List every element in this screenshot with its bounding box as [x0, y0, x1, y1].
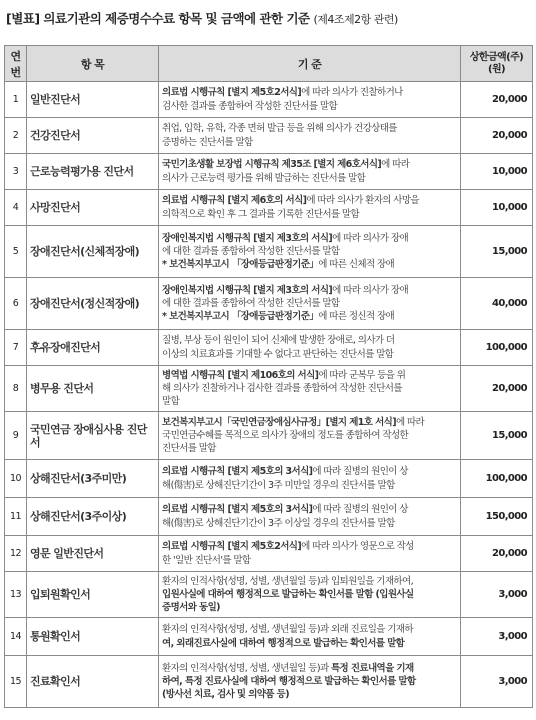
- row-amount: 15,000: [461, 412, 533, 460]
- standard-text: 에 따라: [381, 159, 410, 171]
- standard-line: [162, 601, 457, 614]
- standard-line: [162, 158, 457, 171]
- standard-line: [162, 503, 457, 516]
- table-row: [5, 656, 533, 708]
- row-standard: [159, 572, 461, 618]
- row-amount: 20,000: [461, 536, 533, 572]
- standard-line: [162, 348, 457, 361]
- row-number: 7: [5, 330, 27, 366]
- standard-text: 해 의사가 진찰하거나 검사한 결과를 종합하여 작성한 진단서를: [162, 382, 402, 394]
- title-sub: (제4조제2항 관련): [313, 13, 398, 26]
- standard-line: [162, 688, 457, 701]
- row-amount: 10,000: [461, 154, 533, 190]
- standard-text: 해(傷害)로 상해진단기간이 3주 미만일 경우의 진단서를 말함: [162, 479, 395, 491]
- row-standard: [159, 536, 461, 572]
- header-amount-unit: (원): [487, 63, 505, 75]
- row-item: 일반진단서: [27, 82, 159, 118]
- standard-line: [162, 416, 457, 429]
- standard-text: 의료법 시행규칙 [별지 제6호의 서식]: [162, 195, 307, 207]
- standard-line: [162, 623, 457, 636]
- header-amount: [461, 46, 533, 82]
- row-amount: 20,000: [461, 118, 533, 154]
- row-amount: 100,000: [461, 460, 533, 498]
- row-number: 11: [5, 498, 27, 536]
- row-standard: [159, 460, 461, 498]
- standard-text: 하여, 특정 진료사실에 대하여 행정적으로 발급하는 확인서를 말함: [162, 675, 416, 687]
- row-number: 15: [5, 656, 27, 708]
- standard-text: 에 따라 의사가 환자의 사망을: [306, 195, 420, 207]
- row-amount: 100,000: [461, 330, 533, 366]
- standard-text: 입원사실에 대하여 행정적으로 발급하는 확인서를 말함 (입원사실: [162, 588, 414, 600]
- standard-line: [162, 575, 457, 588]
- standard-text: 에 따른 신체적 장애: [318, 259, 395, 271]
- standard-text: 의학적으로 확인 후 그 결과를 기록한 진단서를 말함: [162, 208, 360, 220]
- row-number: 12: [5, 536, 27, 572]
- table-row: [5, 118, 533, 154]
- standard-text: 보건복지부고시「국민연금장애심사규정」[별지 제1호 서식]: [162, 416, 396, 428]
- standard-line: [162, 517, 457, 530]
- standard-line: [162, 369, 457, 382]
- row-item: 병무용 진단서: [27, 366, 159, 412]
- standard-text: 환자의 인적사항(성명, 성별, 생년월일 등)과 외래 진료일을 기재하: [162, 624, 413, 636]
- row-standard: [159, 154, 461, 190]
- standard-line: [162, 382, 457, 395]
- table-row: [5, 82, 533, 118]
- table-row: [5, 536, 533, 572]
- standard-text: 증명하는 진단서를 말함: [162, 136, 253, 148]
- row-item: 진료확인서: [27, 656, 159, 708]
- standard-line: [162, 479, 457, 492]
- standard-text: 에 따라 의사가 영문으로 작성: [301, 541, 414, 553]
- standard-text: 의료법 시행규칙 [별지 제5호의 3서식]: [162, 466, 313, 478]
- row-standard: [159, 498, 461, 536]
- fee-table: [4, 45, 533, 708]
- standard-line: [162, 637, 457, 650]
- row-amount: 20,000: [461, 366, 533, 412]
- standard-text: 이상의 치료효과를 기대할 수 없다고 판단하는 진단서를 말함: [162, 348, 394, 360]
- standard-text: 한 '일반 진단서'를 말함: [162, 554, 251, 566]
- standard-line: [162, 86, 457, 99]
- standard-text: 취업, 입학, 유학, 각종 면허 발급 등을 위해 의사가 건강상태를: [162, 123, 397, 135]
- table-row: [5, 226, 533, 278]
- table-row: [5, 460, 533, 498]
- row-amount: 150,000: [461, 498, 533, 536]
- standard-line: [162, 100, 457, 113]
- standard-text: 여, 외래진료사실에 대하여 행정적으로 발급하는 확인서를 말함: [162, 637, 405, 649]
- standard-line: [162, 429, 457, 442]
- row-item: 근로능력평가용 진단서: [27, 154, 159, 190]
- table-row: [5, 330, 533, 366]
- table-row: [5, 498, 533, 536]
- row-amount: 3,000: [461, 572, 533, 618]
- header-item: 항 목: [27, 46, 159, 82]
- standard-text: 의료법 시행규칙 [별지 제5호의 3서식]: [162, 504, 313, 516]
- row-amount: 20,000: [461, 82, 533, 118]
- table-row: [5, 278, 533, 330]
- standard-line: [162, 194, 457, 207]
- document-title: [6, 9, 398, 27]
- row-number: 13: [5, 572, 27, 618]
- table-row: [5, 366, 533, 412]
- row-number: 14: [5, 618, 27, 656]
- standard-line: [162, 297, 457, 310]
- row-standard: [159, 278, 461, 330]
- standard-text: 국민기초생활 보장법 시행규칙 제35조 [별지 제6호서식]: [162, 159, 382, 171]
- header-standard: 기 준: [159, 46, 461, 82]
- standard-text: 증명서와 동일): [162, 602, 220, 614]
- standard-text: 말함: [162, 396, 180, 408]
- row-number: 8: [5, 366, 27, 412]
- standard-text: * 보건복지부고시 「장애등급판정기준」: [162, 311, 319, 323]
- standard-line: [162, 675, 457, 688]
- row-amount: 3,000: [461, 656, 533, 708]
- standard-line: [162, 208, 457, 221]
- standard-line: [162, 395, 457, 408]
- standard-line: [162, 232, 457, 245]
- standard-line: [162, 172, 457, 185]
- standard-text: 에 따라 의사가 장애: [332, 284, 409, 296]
- row-number: 1: [5, 82, 27, 118]
- standard-text: * 보건복지부고시 「장애등급판정기준」: [162, 259, 319, 271]
- standard-line: [162, 662, 457, 675]
- standard-line: [162, 136, 457, 149]
- row-item: 상해진단서(3주이상): [27, 498, 159, 536]
- standard-line: [162, 245, 457, 258]
- standard-text: 에 따라 질병의 원인이 상: [312, 466, 408, 478]
- row-standard: [159, 82, 461, 118]
- row-number: 9: [5, 412, 27, 460]
- standard-text: 진단서를 말함: [162, 443, 216, 455]
- standard-text: 검사한 결과를 종합하여 작성한 진단서를 말함: [162, 100, 338, 112]
- row-amount: 15,000: [461, 226, 533, 278]
- standard-line: [162, 258, 457, 271]
- standard-text: 에 따른 정신적 장애: [318, 311, 395, 323]
- standard-line: [162, 540, 457, 553]
- standard-text: 국민연금수혜를 목적으로 의사가 장애의 정도를 종합하여 작성한: [162, 429, 409, 441]
- row-standard: [159, 618, 461, 656]
- row-number: 10: [5, 460, 27, 498]
- row-number: 3: [5, 154, 27, 190]
- table-row: [5, 618, 533, 656]
- header-amount-label: 상한금액(주): [469, 51, 524, 63]
- row-amount: 3,000: [461, 618, 533, 656]
- standard-text: 환자의 인적사항(성명, 성별, 생년월일 등)과 입퇴원일을 기재하여,: [162, 575, 413, 587]
- standard-text: 특정 진료내역을 기재: [330, 662, 414, 674]
- standard-text: (방사선 치료, 검사 및 의약품 등): [162, 689, 289, 701]
- standard-text: 에 따라 의사가 장애: [332, 232, 409, 244]
- standard-text: 장애인복지법 시행규칙 [별지 제3호의 서식]: [162, 284, 333, 296]
- row-item: 사망진단서: [27, 190, 159, 226]
- row-number: 4: [5, 190, 27, 226]
- standard-text: 해(傷害)로 상해진단기간이 3주 이상일 경우의 진단서를 말함: [162, 517, 395, 529]
- row-standard: [159, 330, 461, 366]
- title-main: [별표] 의료기관의 제증명수수료 항목 및 금액에 관한 기준: [6, 11, 310, 26]
- standard-line: [162, 284, 457, 297]
- standard-text: 병역법 시행규칙 [별지 제106호의 서식]: [162, 369, 319, 381]
- row-amount: 40,000: [461, 278, 533, 330]
- row-standard: [159, 656, 461, 708]
- standard-text: 의료법 시행규칙 [별지 제5호2서식]: [162, 87, 302, 99]
- standard-text: 에 따라 의사가 진찰하거나: [301, 87, 403, 99]
- row-item: 상해진단서(3주미만): [27, 460, 159, 498]
- table-row: [5, 190, 533, 226]
- standard-text: 환자의 인적사항(성명, 성별, 생년월일 등)과: [162, 662, 331, 674]
- row-number: 6: [5, 278, 27, 330]
- standard-text: 에 따라 질병의 원인이 상: [312, 504, 408, 516]
- standard-line: [162, 122, 457, 135]
- table-header-row: [5, 46, 533, 82]
- row-standard: [159, 412, 461, 460]
- standard-line: [162, 554, 457, 567]
- standard-text: 의사가 근로능력 평가를 위해 발급하는 진단서를 말함: [162, 172, 366, 184]
- row-item: 후유장애진단서: [27, 330, 159, 366]
- row-item: 장애진단서(신체적장애): [27, 226, 159, 278]
- row-item: 입퇴원확인서: [27, 572, 159, 618]
- standard-line: [162, 310, 457, 323]
- standard-text: 에 대한 결과를 종합하여 작성한 진단서를 말함: [162, 245, 340, 257]
- header-no: 연번: [5, 46, 27, 82]
- table-row: [5, 412, 533, 460]
- standard-text: 장애인복지법 시행규칙 [별지 제3호의 서식]: [162, 232, 333, 244]
- standard-line: [162, 334, 457, 347]
- row-standard: [159, 366, 461, 412]
- standard-line: [162, 588, 457, 601]
- row-number: 5: [5, 226, 27, 278]
- row-number: 2: [5, 118, 27, 154]
- row-amount: 10,000: [461, 190, 533, 226]
- table-row: [5, 572, 533, 618]
- row-standard: [159, 226, 461, 278]
- row-item: 영문 일반진단서: [27, 536, 159, 572]
- standard-text: 의료법 시행규칙 [별지 제5호2서식]: [162, 541, 302, 553]
- standard-text: 에 대한 결과를 종합하여 작성한 진단서를 말함: [162, 297, 340, 309]
- standard-text: 에 따라: [395, 416, 425, 428]
- standard-text: 질병, 부상 등이 원인이 되어 신체에 발생한 장애로, 의사가 더: [162, 335, 395, 347]
- standard-text: 에 따라 군복무 등을 위: [318, 369, 406, 381]
- table-row: [5, 154, 533, 190]
- row-item: 건강진단서: [27, 118, 159, 154]
- row-item: 장애진단서(정신적장애): [27, 278, 159, 330]
- row-item: 통원확인서: [27, 618, 159, 656]
- row-standard: [159, 190, 461, 226]
- table-body: [5, 82, 533, 708]
- standard-line: [162, 465, 457, 478]
- row-standard: [159, 118, 461, 154]
- standard-line: [162, 442, 457, 455]
- row-item: 국민연금 장애심사용 진단서: [27, 412, 159, 460]
